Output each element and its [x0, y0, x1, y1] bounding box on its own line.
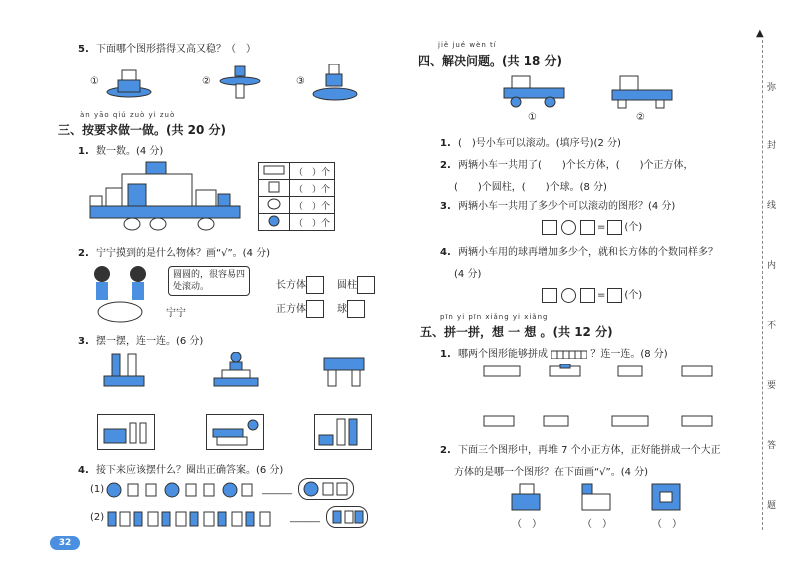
children-illustration: [86, 262, 166, 324]
train-figure: [86, 160, 246, 234]
q3-match: [78, 332, 203, 347]
count-cell[interactable]: （ ）个: [290, 197, 335, 214]
table-row: [259, 180, 335, 197]
answer-blank[interactable]: ______: [262, 484, 292, 495]
table-row: [259, 197, 335, 214]
question-text: 数一数。(4 分): [95, 146, 164, 157]
q2-touch: [78, 244, 270, 259]
built-shape-3: [322, 352, 366, 388]
q4-pattern: [78, 461, 283, 476]
built-shape-2: [212, 352, 262, 388]
stack-figure-3: [310, 64, 360, 102]
rocket-icon: ▲: [756, 28, 764, 39]
section-title: 四、解决问题。(共 18 分): [418, 54, 563, 68]
question-number: 1.: [440, 349, 451, 360]
answer-choice-group-1[interactable]: [298, 478, 354, 500]
question-text: 两辆小车用的球再增加多少个，就和长方体的个数同样多？: [457, 247, 718, 258]
count-table: [258, 162, 335, 231]
section-pinyin: jiě jué wèn tí: [438, 41, 497, 49]
seal-char: 要: [765, 380, 775, 389]
question-number: 2.: [440, 445, 451, 456]
count-cell[interactable]: （ ）个: [290, 163, 335, 180]
parts-box-3[interactable]: [314, 414, 372, 450]
shape-option-cube[interactable]: [276, 300, 324, 318]
section-pinyin: àn yāo qiú zuò yi zuò: [80, 111, 176, 119]
option-label: ①: [90, 76, 99, 87]
vehicle-2-figure: [608, 72, 678, 112]
cube-icon: [263, 181, 285, 193]
answer-slot[interactable]: （ ）: [512, 519, 542, 530]
stack-figure-1: [104, 64, 154, 100]
pattern-row-2: [106, 508, 286, 528]
question-text: 摆一摆，连一连。(6 分): [95, 336, 204, 347]
shape-cell: [259, 214, 290, 231]
cube-stack-1: [510, 482, 546, 512]
question-number: 2.: [440, 160, 451, 171]
answer-slot[interactable]: （ ）: [582, 519, 612, 530]
unit-label: (个): [624, 290, 643, 301]
question-text: 两辆小车一共用了多少个可以滚动的图形？(4 分): [457, 201, 676, 212]
operator-circle[interactable]: [561, 220, 576, 235]
answer-choice-group-2[interactable]: [326, 506, 368, 528]
q1-count: [78, 142, 163, 157]
cube-stack-3: [650, 482, 686, 512]
answer-square[interactable]: [542, 288, 557, 303]
answer-slot[interactable]: （ ）: [652, 519, 682, 530]
option-label: 长方体: [276, 280, 306, 291]
seal-char: 题: [765, 500, 775, 509]
check-box[interactable]: [306, 300, 324, 318]
section-pinyin: pīn yi pīn xiǎng yi xiǎng: [440, 313, 549, 321]
shape-cell: [259, 180, 290, 197]
check-box[interactable]: [347, 300, 365, 318]
question-text: 接下来应该摆什么？圈出正确答案。(6 分): [95, 465, 284, 476]
seal-char: 线: [765, 200, 775, 209]
option-label: 正方体: [276, 304, 306, 315]
question-text: 哪两个图形能够拼成: [457, 349, 548, 360]
answer-square[interactable]: [542, 220, 557, 235]
shape-option-sphere[interactable]: [337, 300, 365, 318]
choice-shapes-2: [327, 507, 367, 527]
parts-box-1[interactable]: [97, 414, 155, 450]
check-box[interactable]: [357, 276, 375, 294]
cube-strips-bottom: [482, 414, 722, 428]
r-q2: [440, 156, 694, 171]
question-number: 5.: [78, 44, 89, 55]
shape-option-cuboid[interactable]: [276, 276, 324, 294]
shape-option-cylinder[interactable]: [337, 276, 375, 294]
answer-square[interactable]: [607, 220, 622, 235]
seal-char: 答: [765, 440, 775, 449]
parts-figure-2: [207, 415, 263, 449]
cylinder-icon: [263, 198, 285, 210]
shape-cell: [259, 197, 290, 214]
option-label: 球: [337, 304, 347, 315]
unit-label: (个): [624, 222, 643, 233]
cube-strips-top: [482, 364, 722, 378]
question-number: 3.: [440, 201, 451, 212]
operator-circle[interactable]: [561, 288, 576, 303]
choice-shapes-1: [299, 479, 353, 499]
q5-left: [78, 40, 256, 55]
option-label: 圆柱: [337, 280, 357, 291]
r-q3-equation[interactable]: [540, 218, 642, 235]
seal-char: 内: [765, 260, 775, 269]
cuboid-icon: [263, 164, 285, 176]
option-label: ②: [202, 76, 211, 87]
row-label: (2): [90, 512, 105, 523]
row-label: (1): [90, 484, 105, 495]
r-q3: [440, 197, 675, 212]
answer-square[interactable]: [607, 288, 622, 303]
built-shape-1: [102, 352, 148, 388]
seal-char: 封: [765, 140, 775, 149]
stack-figure-2: [215, 64, 265, 100]
vehicle-1-figure: [500, 72, 570, 112]
question-number: 4.: [440, 247, 451, 258]
question-number: 1.: [78, 146, 89, 157]
check-box[interactable]: [306, 276, 324, 294]
question-number: 2.: [78, 248, 89, 259]
question-number: 3.: [78, 336, 89, 347]
table-row: [259, 163, 335, 180]
question-text: 下面三个图形中，再堆 7 个小正方体，正好能拼成一个大正: [457, 445, 721, 456]
equals-sign: =: [597, 222, 606, 233]
score-label: (4 分): [454, 269, 482, 280]
question-text: 下面哪个图形搭得又高又稳？（ ）: [95, 44, 256, 55]
question-text: 两辆小车一共用了( )个长方体，( )个正方体，: [457, 160, 694, 171]
seal-char: 弥: [765, 82, 775, 91]
question-text: ？连一连。(8 分): [590, 349, 668, 360]
r-q5-1: [440, 345, 668, 360]
vehicle-label: ①: [528, 112, 537, 123]
character-name: 宁宁: [166, 308, 186, 319]
shape-cell: [259, 163, 290, 180]
r-q4-equation[interactable]: [540, 286, 642, 303]
question-text: ( )号小车可以滚动。(填序号)(2 分): [457, 138, 621, 149]
answer-blank[interactable]: ______: [290, 512, 320, 523]
option-label: ③: [296, 76, 305, 87]
count-cell[interactable]: （ ）个: [290, 214, 335, 231]
vehicle-label: ②: [636, 112, 645, 123]
answer-square[interactable]: [580, 288, 595, 303]
seal-char: 不: [765, 320, 775, 329]
parts-figure-1: [98, 415, 154, 449]
section-title: 三、按要求做一做。(共 20 分): [58, 123, 227, 137]
r-q4: [440, 243, 718, 258]
question-text: 宁宁摸到的是什么物体？画“√”。(4 分): [95, 248, 271, 259]
answer-square[interactable]: [580, 220, 595, 235]
parts-box-2[interactable]: [206, 414, 264, 450]
r-q5-2: [440, 441, 721, 456]
cube-stack-2: [580, 482, 616, 512]
question-text-cont: ( )个圆柱，( )个球。(8 分): [454, 182, 607, 193]
speech-bubble: 圆圆的，很容易四处滚动。: [168, 266, 250, 296]
page-number: 32: [50, 536, 80, 550]
binding-line: [762, 40, 763, 530]
question-number: 4.: [78, 465, 89, 476]
sphere-icon: [263, 215, 285, 227]
section-title: 五、拼一拼，想 一 想 。(共 12 分): [420, 325, 613, 339]
r-q1: [440, 134, 621, 149]
pattern-row-1: [106, 481, 256, 499]
count-cell[interactable]: （ ）个: [290, 180, 335, 197]
target-shape-icon: [551, 349, 587, 359]
question-text-cont: 方体的是哪一个图形？在下面画“√”。(4 分): [454, 467, 649, 478]
table-row: [259, 214, 335, 231]
question-number: 1.: [440, 138, 451, 149]
parts-figure-3: [315, 415, 371, 449]
equals-sign: =: [597, 290, 606, 301]
